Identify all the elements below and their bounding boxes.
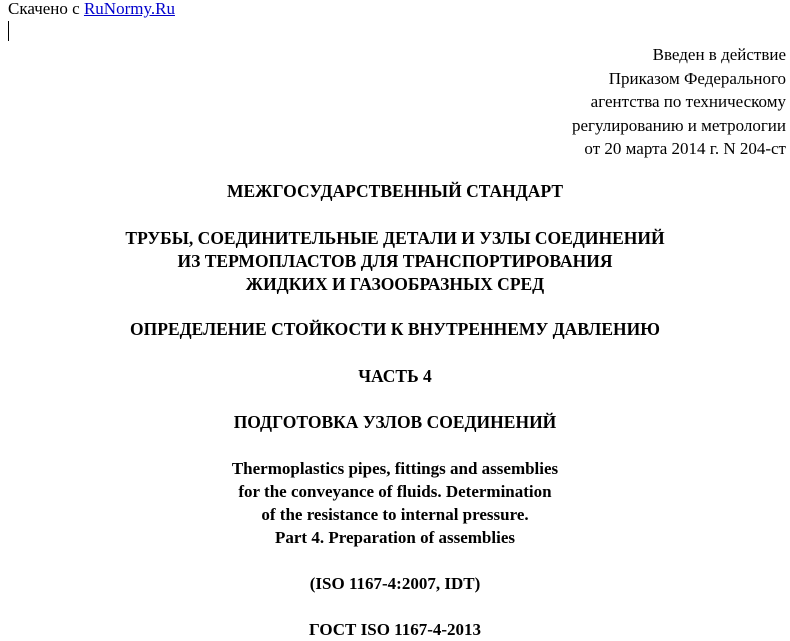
title-line: ТРУБЫ, СОЕДИНИТЕЛЬНЫЕ ДЕТАЛИ И УЗЛЫ СОЕДИНЕНИЙ <box>125 228 665 248</box>
part-number: ЧАСТЬ 4 <box>358 366 432 386</box>
gost-number: ГОСТ ISO 1167-4-2013 <box>308 620 482 639</box>
source-prefix: Скачено с <box>8 0 84 18</box>
english-title-line: for the conveyance of fluids. Determination <box>238 482 552 501</box>
title-line: ЖИДКИХ И ГАЗООБРАЗНЫХ СРЕД <box>245 274 545 294</box>
part-name: ПОДГОТОВКА УЗЛОВ СОЕДИНЕНИЙ <box>233 412 557 432</box>
approval-line: Введен в действие <box>652 45 786 64</box>
english-title-line: Thermoplastics pipes, fittings and assemblies <box>231 459 559 478</box>
english-title-line: of the resistance to internal pressure. <box>261 505 529 524</box>
document-title <box>0 227 790 296</box>
runormy-link[interactable]: RuNormy.Ru <box>83 0 175 18</box>
text-cursor <box>8 21 9 41</box>
approval-line: Приказом Федерального <box>608 68 786 88</box>
english-title <box>0 457 790 549</box>
source-attribution <box>8 0 175 20</box>
approval-line: от 20 марта 2014 г. N 204-ст <box>584 139 786 159</box>
approval-line: регулированию и метрологии <box>571 115 786 135</box>
approval-block <box>572 43 786 161</box>
document-subtitle: ОПРЕДЕЛЕНИЕ СТОЙКОСТИ К ВНУТРЕННЕМУ ДАВЛЕНИЮ <box>130 319 660 339</box>
title-line: ИЗ ТЕРМОПЛАСТОВ ДЛЯ ТРАНСПОРТИРОВАНИЯ <box>177 251 613 271</box>
english-title-line: Part 4. Preparation of assemblies <box>274 528 515 547</box>
standard-type-heading: МЕЖГОСУДАРСТВЕННЫЙ СТАНДАРТ <box>226 181 564 201</box>
approval-line: агентства по техническому <box>590 92 786 112</box>
iso-reference: (ISO 1167-4:2007, IDT) <box>309 574 481 593</box>
